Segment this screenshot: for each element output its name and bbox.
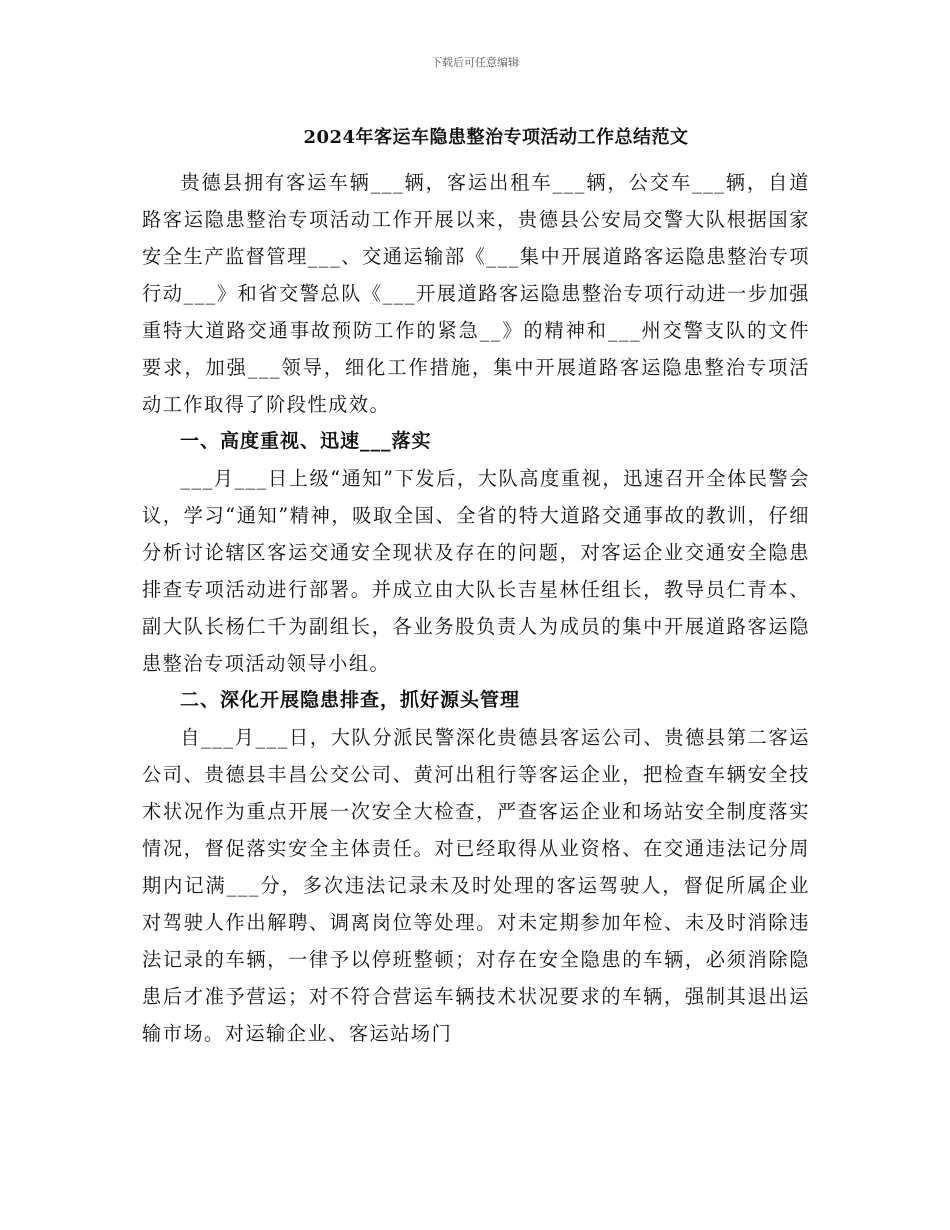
document-title: 2024年客运车隐患整治专项活动工作总结范文: [303, 127, 689, 148]
section-heading-1: 一、高度重视、迅速___落实: [180, 430, 432, 452]
header-note: 下载后可任意编辑: [431, 56, 519, 69]
document-body: [142, 118, 810, 1052]
paragraph-section-1: ___月___日上级“通知”下发后，大队高度重视，迅速召开全体民警会议，学习“通知”精神，吸取全国、全省的特大道路交通事故的教训，仔细分析讨论辖区客运交通安全现状及存在的问题，对客运企业交通安全隐患排查专项活动进行部署。并成立由大队长吉星林任组长，教导员仁青本、副大队长杨仁千为副组长，各业务股负责人为成员的集中开展道路客运隐患整治专项活动领导小组。: [142, 467, 810, 675]
section-heading-2: 二、深化开展隐患排查，抓好源头管理: [180, 689, 521, 711]
paragraph-section-2: 自___月___日，大队分派民警深化贵德县客运公司、贵德县第二客运公司、贵德县丰昌公交公司、黄河出租行等客运企业，把检查车辆安全技术状况作为重点开展一次安全大检查，严查客运企业和场站安全制度落实情况，督促落实安全主体责任。对已经取得从业资格、在交通违法记分周期内记满___分，多次违法记录未及时处理的客运驾驶人，督促所属企业对驾驶人作出解聘、调离岗位等处理。对未定期参加年检、未及时消除违法记录的车辆，一律予以停班整顿；对存在安全隐患的车辆，必须消除隐患后才准予营运；对不符合营运车辆技术状况要求的车辆，强制其退出运输市场。对运输企业、客运站场门: [142, 726, 810, 1045]
paragraph-intro: 贵德县拥有客运车辆___辆，客运出租车___辆，公交车___辆，自道路客运隐患整治专项活动工作开展以来，贵德县公安局交警大队根据国家安全生产监督管理___、交通运输部《___集中开展道路客运隐患整治专项行动___》和省交警总队《___开展道路客运隐患整治专项行动进一步加强重特大道路交通事故预防工作的紧急__》的精神和___州交警支队的文件要求，加强___领导，细化工作措施，集中开展道路客运隐患整治专项活动工作取得了阶段性成效。: [142, 171, 810, 416]
